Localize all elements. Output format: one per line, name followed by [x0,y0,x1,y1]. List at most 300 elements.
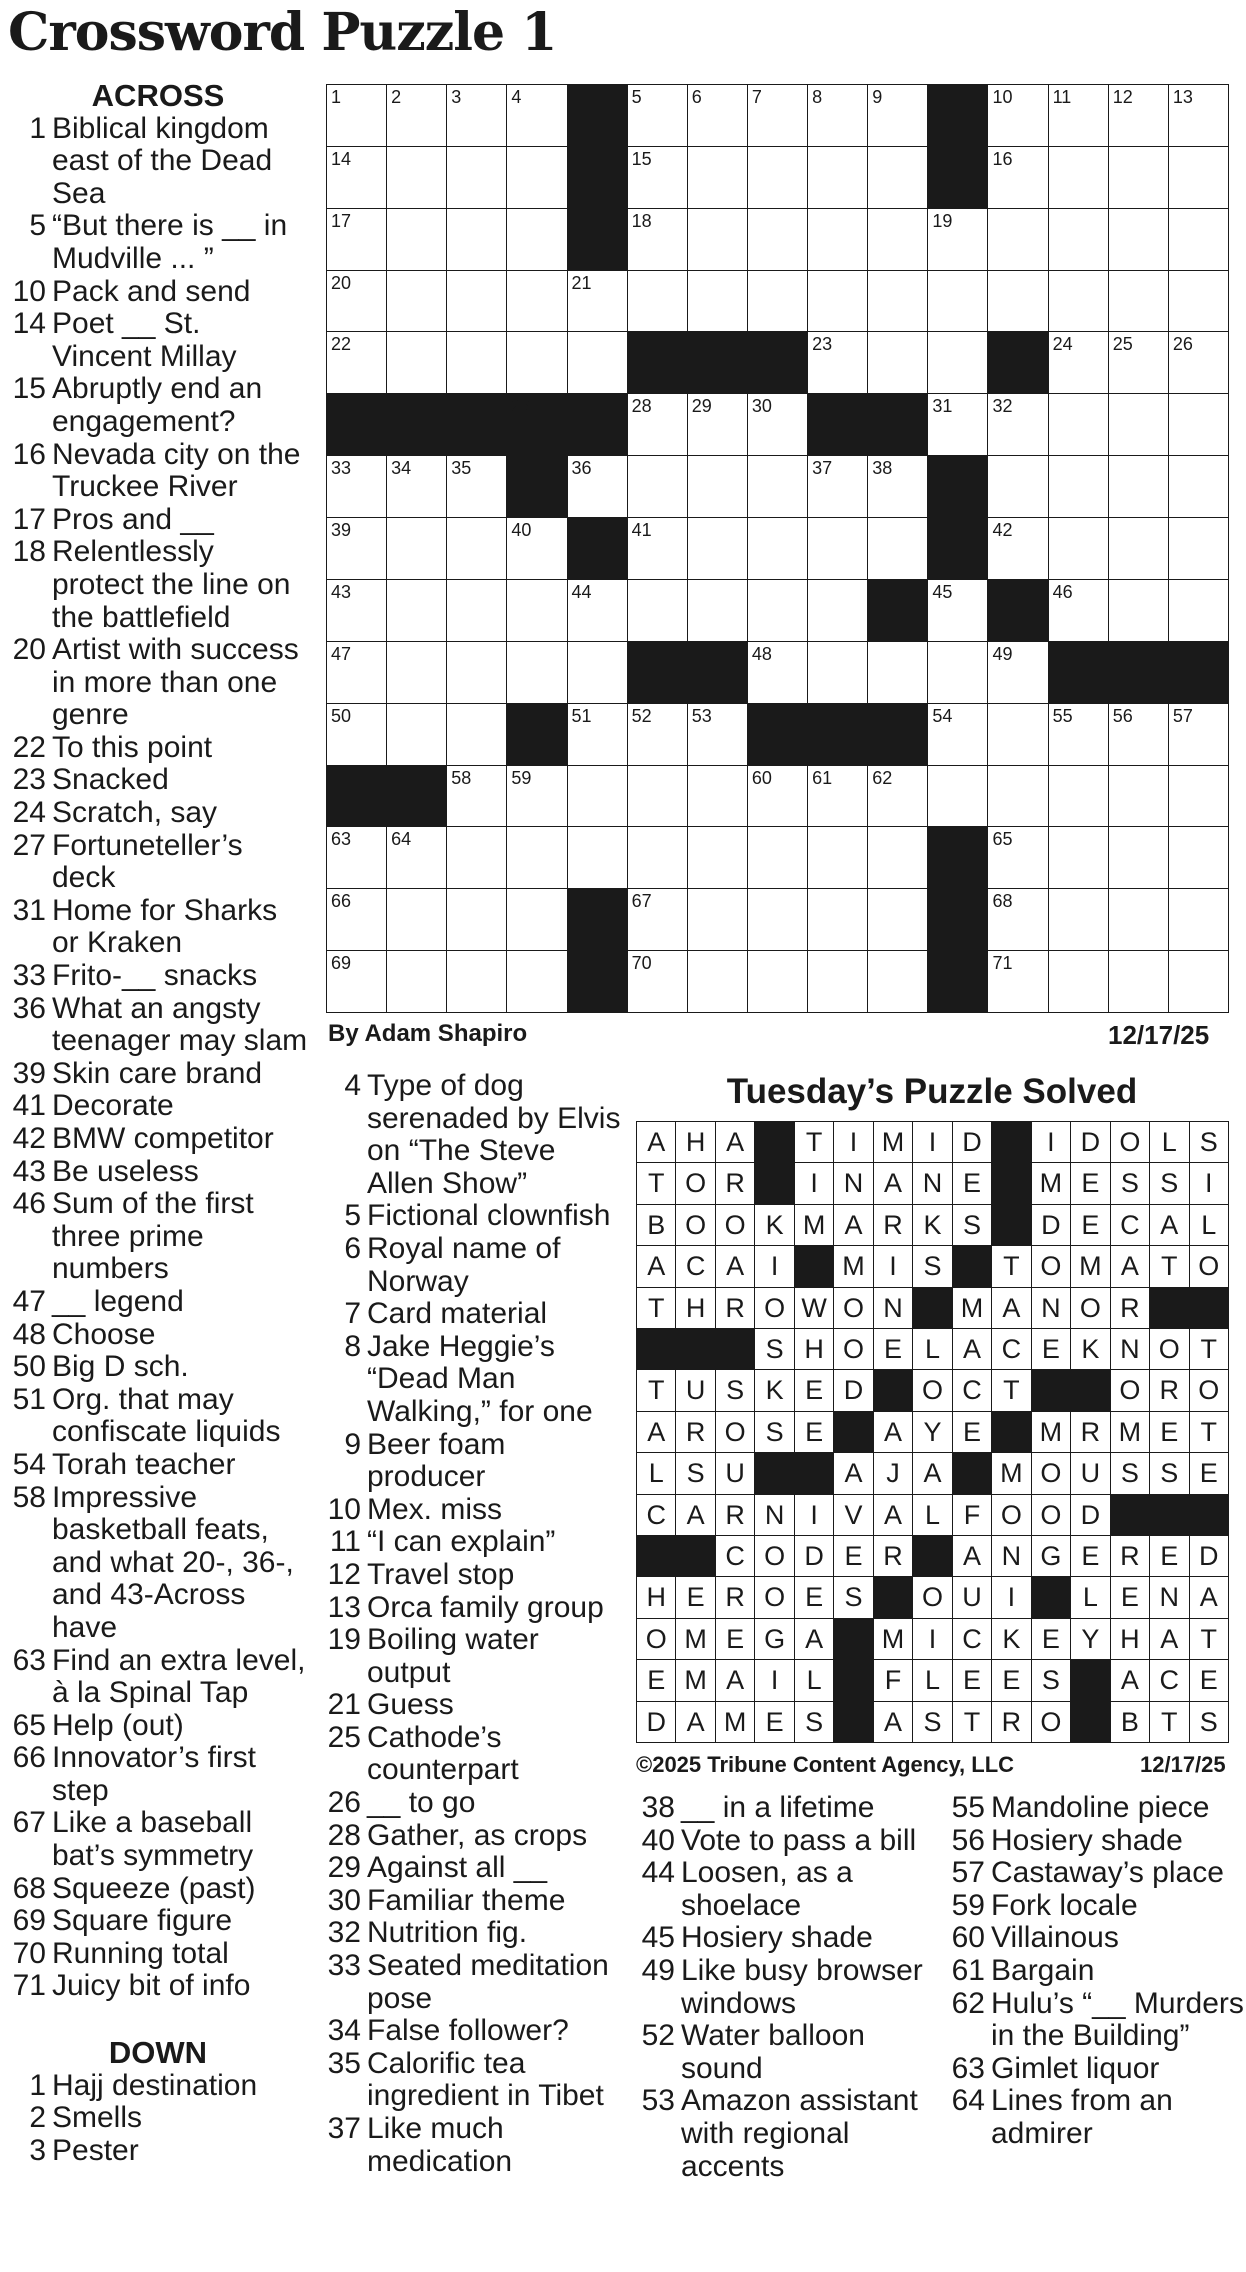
grid-cell[interactable] [867,208,928,271]
grid-cell[interactable] [1108,146,1169,209]
grid-cell[interactable] [687,826,748,889]
clue-item [8,276,308,309]
grid-cell[interactable] [807,455,868,518]
grid-cell[interactable] [687,208,748,271]
grid-cell[interactable] [807,826,868,889]
grid-cell[interactable] [506,146,567,209]
grid-cell[interactable] [747,888,808,951]
grid-cell[interactable] [867,84,928,147]
clue-item [322,1429,622,1494]
grid-cell[interactable] [1048,146,1109,209]
solution-black-square [794,1245,834,1287]
grid-cell[interactable] [1048,208,1109,271]
grid-cell[interactable] [687,765,748,828]
grid-cell[interactable] [747,146,808,209]
grid-cell[interactable] [386,270,447,333]
grid-cell[interactable] [567,703,628,766]
grid-cell[interactable] [446,84,507,147]
cell-number: 13 [1172,87,1193,107]
clue-text: Scratch, say [52,796,218,830]
cell-number: 37 [812,458,833,479]
clue-item [8,1156,308,1189]
clue-item [8,1449,308,1482]
grid-cell[interactable] [506,84,567,147]
clue-item [322,2015,622,2048]
cell-number: 42 [992,520,1013,541]
grid-cell[interactable] [807,888,868,951]
grid-cell[interactable] [867,146,928,209]
grid-cell[interactable] [1048,455,1109,518]
clue-number: 43 [12,1154,46,1188]
cell-number: 33 [331,458,352,479]
cell-number: 27 [511,396,532,417]
clue-number: 8 [344,1329,361,1363]
grid-cell[interactable] [627,950,688,1013]
grid-cell[interactable] [687,703,748,766]
clue-number: 24 [12,796,46,830]
clue-text: Orca family group [367,1590,604,1624]
grid-cell[interactable] [807,270,868,333]
grid-cell[interactable] [326,146,387,209]
grid-cell[interactable] [1108,765,1169,828]
grid-cell[interactable] [567,765,628,828]
grid-cell[interactable] [1048,331,1109,394]
cell-number: 36 [571,458,592,479]
grid-cell[interactable] [1168,765,1229,828]
grid-cell[interactable] [987,765,1048,828]
grid-cell[interactable] [1108,579,1169,642]
clue-number: 7 [344,1297,361,1331]
grid-cell[interactable] [867,517,928,580]
grid-cell[interactable] [506,270,567,333]
grid-cell[interactable] [1048,703,1109,766]
grid-cell[interactable] [1048,826,1109,889]
cell-number: 20 [331,272,352,293]
grid-cell[interactable] [326,826,387,889]
grid-cell[interactable] [867,641,928,704]
grid-cell[interactable] [987,455,1048,518]
grid-cell[interactable] [1108,888,1169,951]
grid-cell[interactable] [1048,270,1109,333]
grid-cell[interactable] [386,208,447,271]
clue-item [8,895,308,960]
clue-number: 38 [641,1791,675,1824]
grid-cell[interactable] [1108,270,1169,333]
solution-cell: C [715,1535,755,1577]
solution-cell: R [1149,1369,1189,1411]
grid-cell[interactable] [446,703,507,766]
solution-cell: E [991,1659,1031,1701]
grid-cell[interactable] [987,950,1048,1013]
grid-cell[interactable] [627,84,688,147]
grid-cell[interactable] [326,84,387,147]
grid-cell[interactable] [687,270,748,333]
grid-cell[interactable] [687,517,748,580]
grid-cell[interactable] [987,84,1048,147]
grid-cell[interactable] [747,579,808,642]
grid-cell[interactable] [627,455,688,518]
grid-cell[interactable] [1168,826,1229,889]
grid-cell[interactable] [1108,331,1169,394]
black-square [326,765,387,828]
black-square [927,888,988,951]
clue-text: Loosen, as a shoelace [681,1856,853,1922]
grid-cell[interactable] [506,888,567,951]
grid-cell[interactable] [927,641,988,704]
grid-cell[interactable] [1168,579,1229,642]
solution-cell: O [912,1369,952,1411]
grid-cell[interactable] [1168,455,1229,518]
grid-cell[interactable] [446,455,507,518]
grid-cell[interactable] [326,950,387,1013]
grid-cell[interactable] [326,517,387,580]
grid-cell[interactable] [1168,393,1229,456]
clue-text: Relentlessly protect the line on the battlefield [52,535,291,634]
grid-cell[interactable] [506,579,567,642]
solution-black-square [1110,1494,1150,1536]
grid-cell[interactable] [506,331,567,394]
cell-number: 46 [1052,581,1073,602]
byline: By Adam Shapiro [328,1020,528,1047]
grid-cell[interactable] [326,703,387,766]
clue-number: 49 [641,1953,675,1987]
grid-cell[interactable] [446,579,507,642]
grid-cell[interactable] [927,331,988,394]
grid-cell[interactable] [446,826,507,889]
cell-number: 14 [331,148,352,169]
grid-cell[interactable] [1168,270,1229,333]
clue-text: __ legend [52,1284,184,1318]
clue-number: 63 [12,1643,46,1677]
grid-cell[interactable] [867,826,928,889]
grid-cell[interactable] [1108,84,1169,147]
grid-cell[interactable] [747,393,808,456]
grid-cell[interactable] [446,517,507,580]
solution-cell: H [636,1576,676,1618]
grid-cell[interactable] [386,826,447,889]
grid-cell[interactable] [567,455,628,518]
solution-black-square [833,1618,873,1660]
grid-cell[interactable] [747,455,808,518]
grid-cell[interactable] [1168,208,1229,271]
grid-cell[interactable] [326,270,387,333]
solution-cell: Y [912,1411,952,1453]
clue-item [946,2053,1246,2086]
grid-cell[interactable] [627,393,688,456]
grid-cell[interactable] [747,270,808,333]
grid-cell[interactable] [446,641,507,704]
solution-black-square [1070,1701,1110,1743]
grid-cell[interactable] [927,579,988,642]
cell-number: 22 [331,334,352,355]
across-clue-list [8,113,308,2003]
grid-cell[interactable] [627,270,688,333]
grid-cell[interactable] [687,579,748,642]
grid-cell[interactable] [867,270,928,333]
solution-cell: I [754,1245,794,1287]
grid-cell[interactable] [446,331,507,394]
grid-cell[interactable] [326,208,387,271]
grid-cell[interactable] [807,331,868,394]
clue-item [322,1592,622,1625]
grid-cell[interactable] [987,888,1048,951]
grid-cell[interactable] [627,765,688,828]
grid-cell[interactable] [326,455,387,518]
grid-cell[interactable] [567,579,628,642]
solution-cell: M [1031,1162,1071,1204]
grid-cell[interactable] [386,703,447,766]
grid-cell[interactable] [927,393,988,456]
grid-cell[interactable] [987,641,1048,704]
solution-cell: C [952,1369,992,1411]
grid-cell[interactable] [1108,393,1169,456]
clue-item [8,1482,308,1645]
grid-cell[interactable] [1108,826,1169,889]
grid-cell[interactable] [627,146,688,209]
grid-cell[interactable] [807,517,868,580]
solution-black-square [1149,1287,1189,1329]
grid-cell[interactable] [386,888,447,951]
solution-cell: E [1149,1411,1189,1453]
solution-black-square [833,1701,873,1743]
grid-cell[interactable] [567,641,628,704]
solution-cell: A [1189,1576,1229,1618]
clue-text: To this point [52,730,213,764]
grid-cell[interactable] [867,331,928,394]
grid-cell[interactable] [747,208,808,271]
black-square [567,517,628,580]
solution-cell: A [1149,1204,1189,1246]
cell-number: 7 [751,87,762,107]
grid-cell[interactable] [987,703,1048,766]
grid-cell[interactable] [987,826,1048,889]
grid-cell[interactable] [446,270,507,333]
grid-cell[interactable] [987,517,1048,580]
grid-cell[interactable] [807,641,868,704]
grid-cell[interactable] [386,84,447,147]
clue-number: 13 [327,1590,361,1624]
grid-cell[interactable] [1048,579,1109,642]
black-square [506,455,567,518]
solution-black-square [873,1576,913,1618]
solution-cell: S [912,1701,952,1743]
grid-cell[interactable] [687,950,748,1013]
clue-text: Smells [52,2101,143,2135]
grid-cell[interactable] [506,641,567,704]
grid-cell[interactable] [807,765,868,828]
grid-cell[interactable] [1048,393,1109,456]
clue-item [8,1905,308,1938]
solution-cell: H [794,1328,834,1370]
copyright: ©2025 Tribune Content Agency, LLC [636,1752,1015,1777]
grid-cell[interactable] [627,826,688,889]
grid-cell[interactable] [807,950,868,1013]
grid-cell[interactable] [927,270,988,333]
down-clue-list [946,1792,1246,2151]
solution-cell: G [754,1618,794,1660]
grid-cell[interactable] [987,270,1048,333]
solution-cell: I [833,1121,873,1163]
grid-cell[interactable] [687,455,748,518]
grid-cell[interactable] [446,765,507,828]
solution-cell: E [1070,1535,1110,1577]
cell-number: 38 [872,458,893,479]
grid-cell[interactable] [386,455,447,518]
grid-cell[interactable] [927,208,988,271]
clue-text: __ to go [367,1786,476,1820]
grid-cell[interactable] [386,950,447,1013]
grid-cell[interactable] [446,146,507,209]
grid-cell[interactable] [326,888,387,951]
grid-cell[interactable] [747,765,808,828]
grid-cell[interactable] [807,579,868,642]
grid-cell[interactable] [1168,517,1229,580]
clue-item [8,1058,308,1091]
grid-cell[interactable] [987,393,1048,456]
solution-cell: O [715,1411,755,1453]
grid-cell[interactable] [567,331,628,394]
cell-number: 6 [691,87,702,107]
grid-cell[interactable] [807,146,868,209]
grid-cell[interactable] [326,579,387,642]
clue-item [946,1922,1246,1955]
grid-cell[interactable] [1108,455,1169,518]
grid-cell[interactable] [867,888,928,951]
grid-cell[interactable] [687,888,748,951]
grid-cell[interactable] [627,208,688,271]
grid-cell[interactable] [567,826,628,889]
clue-number: 60 [951,1921,985,1955]
grid-cell[interactable] [687,393,748,456]
clue-item [8,1319,308,1352]
grid-cell[interactable] [506,765,567,828]
cell-number: 65 [992,829,1013,850]
solution-cell: E [1031,1328,1071,1370]
clue-item [8,1742,308,1807]
black-square [567,208,628,271]
grid-cell[interactable] [807,84,868,147]
solution-cell: N [991,1535,1031,1577]
grid-cell[interactable] [1168,146,1229,209]
grid-cell[interactable] [627,517,688,580]
grid-cell[interactable] [1168,950,1229,1013]
grid-cell[interactable] [927,765,988,828]
black-square [687,641,748,704]
grid-cell[interactable] [1108,703,1169,766]
solution-cell: M [1070,1245,1110,1287]
grid-cell[interactable] [386,641,447,704]
clue-number: 66 [12,1741,46,1775]
grid-cell[interactable] [1168,888,1229,951]
grid-cell[interactable] [326,641,387,704]
grid-cell[interactable] [927,703,988,766]
grid-cell[interactable] [627,703,688,766]
cell-number: 34 [391,458,412,479]
grid-cell[interactable] [326,331,387,394]
clue-item [8,764,308,797]
grid-cell[interactable] [506,950,567,1013]
grid-cell[interactable] [687,84,748,147]
clue-number: 70 [12,1936,46,1970]
grid-cell[interactable] [867,950,928,1013]
grid-cell[interactable] [747,950,808,1013]
solution-cell: N [912,1162,952,1204]
solution-cell: O [675,1204,715,1246]
clue-item [8,960,308,993]
grid-cell[interactable] [1108,517,1169,580]
solution-date: 12/17/25 [1140,1752,1226,1777]
grid-cell[interactable] [747,84,808,147]
grid-cell[interactable] [807,208,868,271]
grid-cell[interactable] [1048,765,1109,828]
grid-cell[interactable] [446,888,507,951]
solution-cell: S [754,1328,794,1370]
grid-cell[interactable] [747,641,808,704]
clue-text: Gather, as crops [367,1818,588,1852]
grid-cell[interactable] [1048,84,1109,147]
grid-cell[interactable] [386,331,447,394]
grid-cell[interactable] [1048,888,1109,951]
grid-cell[interactable] [446,950,507,1013]
grid-cell[interactable] [987,146,1048,209]
cell-number: 63 [331,829,352,850]
solution-cell: H [1110,1618,1150,1660]
clue-number: 22 [12,730,46,764]
grid-cell[interactable] [1108,950,1169,1013]
solution-cell: T [794,1121,834,1163]
grid-cell[interactable] [446,208,507,271]
clue-item [8,439,308,504]
clue-number: 31 [12,893,46,927]
clue-text: Sum of the first three prime numbers [52,1187,254,1286]
grid-cell[interactable] [567,270,628,333]
grid-cell[interactable] [747,517,808,580]
grid-cell[interactable] [1108,208,1169,271]
grid-cell[interactable] [1168,331,1229,394]
solution-cell: E [754,1701,794,1743]
grid-cell[interactable] [1168,84,1229,147]
grid-cell[interactable] [747,826,808,889]
grid-cell[interactable] [867,455,928,518]
grid-cell[interactable] [506,826,567,889]
cell-number: 35 [451,458,472,479]
grid-cell[interactable] [627,888,688,951]
grid-cell[interactable] [506,208,567,271]
grid-cell[interactable] [1048,517,1109,580]
solution-cell: F [952,1494,992,1536]
grid-cell[interactable] [386,579,447,642]
grid-cell[interactable] [627,579,688,642]
solution-cell: K [754,1369,794,1411]
clue-text: Poet __ St. Vincent Millay [52,307,237,373]
cell-number: 10 [992,87,1013,107]
black-square [927,517,988,580]
cell-number: 9 [872,87,883,107]
grid-cell[interactable] [867,765,928,828]
grid-cell[interactable] [506,517,567,580]
black-square [506,393,567,456]
grid-cell[interactable] [386,146,447,209]
grid-cell[interactable] [386,517,447,580]
grid-cell[interactable] [687,146,748,209]
solution-cell: T [1149,1245,1189,1287]
solution-cell: D [1031,1204,1071,1246]
solution-cell: A [952,1535,992,1577]
black-square [867,579,928,642]
grid-cell[interactable] [1048,950,1109,1013]
grid-cell[interactable] [1168,703,1229,766]
grid-cell[interactable] [987,208,1048,271]
